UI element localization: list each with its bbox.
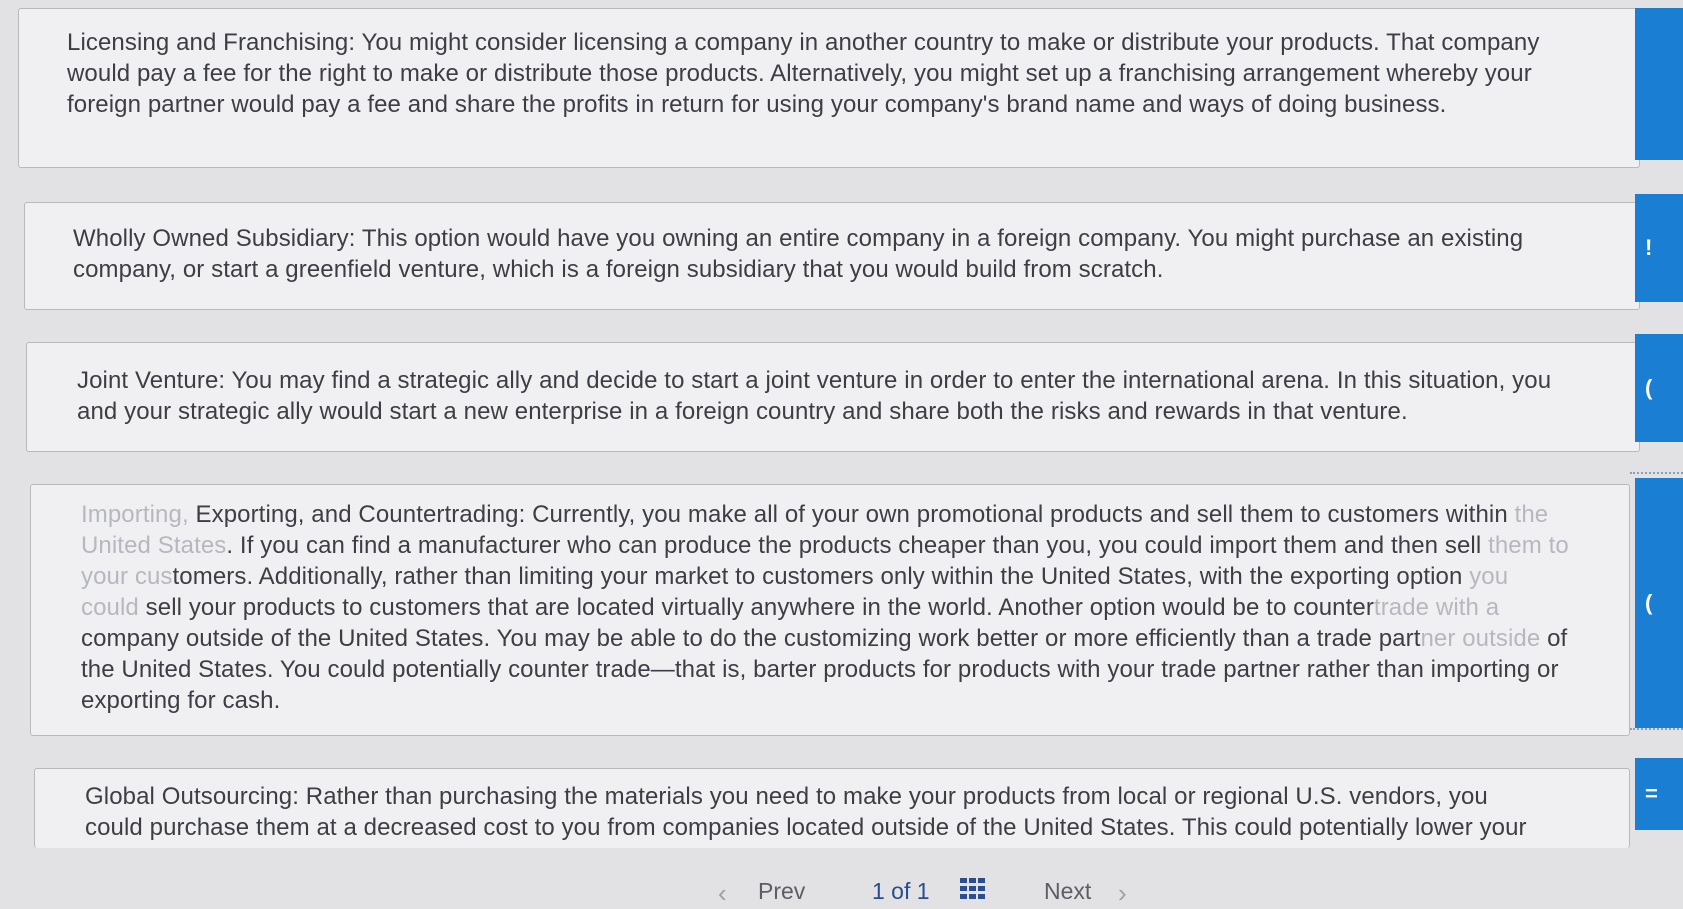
pagination-bar xyxy=(0,868,1683,908)
next-button[interactable]: Next xyxy=(1044,878,1092,904)
option-card-text: Licensing and Franchising: You might consider licensing a company in another country to make or distribute your products. That company would pay a fee for the right to make or distribute those products. Alternatively, you might set up a franchising arrangement whereby your foreign partner would pay a fee and share the profits in return for using your company's brand name and ways of doing business. xyxy=(67,29,1540,118)
faded-text-segment: you could xyxy=(81,563,1509,621)
option-card-global-outsourcing[interactable] xyxy=(34,768,1630,848)
option-card-text: Joint Venture: You may find a strategic ally and decide to start a joint venture in order to enter the international arena. In this situation, you and your strategic ally would start a new enterprise in a foreign country and share both the risks and rewards in that venture. xyxy=(77,367,1552,425)
text-segment: company outside of the United States. You may be able to do the customizing work better or more efficiently than a trade part xyxy=(81,625,1421,652)
text-segment: sell your products to customers that are located virtually anywhere in the world. Another option would be to counter xyxy=(145,594,1374,621)
drop-target-tab[interactable] xyxy=(1635,8,1683,160)
drop-target-tab[interactable] xyxy=(1635,194,1683,302)
drop-zone-divider xyxy=(1630,472,1683,474)
text-segment: . If you can find a manufacturer who can produce the products cheaper than you, you could import them and then sell xyxy=(226,532,1489,559)
faded-text-segment: ner outside xyxy=(1420,625,1548,652)
tab-mark: ( xyxy=(1645,590,1653,615)
faded-text-segment: Importing, xyxy=(81,501,196,528)
drop-target-tab[interactable] xyxy=(1635,478,1683,728)
option-card-text: Global Outsourcing: Rather than purchasing the materials you need to make your products from local or regional U.S. vendors, you could purchase them at a decreased cost to you from companies located outside of the United States. This could potentially lower your xyxy=(85,783,1527,841)
faded-text-segment: the United States xyxy=(81,501,1549,559)
tab-mark: = xyxy=(1645,781,1658,806)
drop-target-tab[interactable] xyxy=(1635,334,1683,442)
option-card-licensing[interactable] xyxy=(18,8,1640,168)
option-card-text: Wholly Owned Subsidiary: This option would have you owning an entire company in a foreign company. You might purchase an existing company, or start a greenfield venture, which is a foreign subsidiary that you would build from scratch. xyxy=(73,225,1524,283)
text-segment: tomers. Additionally, rather than limiting your market to customers only within the United States, with the exporting option xyxy=(172,563,1470,590)
drop-zone-divider xyxy=(1630,728,1683,730)
faded-text-segment: trade with a xyxy=(1373,594,1500,621)
faded-text-segment: them to your cus xyxy=(81,532,1569,590)
text-segment: of the United States. You could potentially counter trade—that is, barter products for products with your trade partner rather than importing or exporting for cash. xyxy=(81,625,1568,714)
option-card-wholly-owned-subsidiary[interactable] xyxy=(24,202,1640,310)
option-card-importing-exporting-countertrading[interactable] xyxy=(30,484,1630,736)
chevron-right-icon[interactable]: › xyxy=(1118,878,1127,908)
chevron-left-icon: ‹ xyxy=(718,878,727,908)
drop-target-tab[interactable] xyxy=(1635,758,1683,830)
page-indicator: 1 of 1 xyxy=(872,878,930,904)
tab-mark: ( xyxy=(1645,375,1653,400)
option-card-text xyxy=(81,499,1569,716)
option-card-joint-venture[interactable] xyxy=(26,342,1640,452)
text-segment: Exporting, and Countertrading: Currently, you make all of your own promotional products and sell them to customers within xyxy=(195,501,1515,528)
prev-button[interactable]: Prev xyxy=(758,878,806,904)
tab-mark: ! xyxy=(1645,235,1653,260)
